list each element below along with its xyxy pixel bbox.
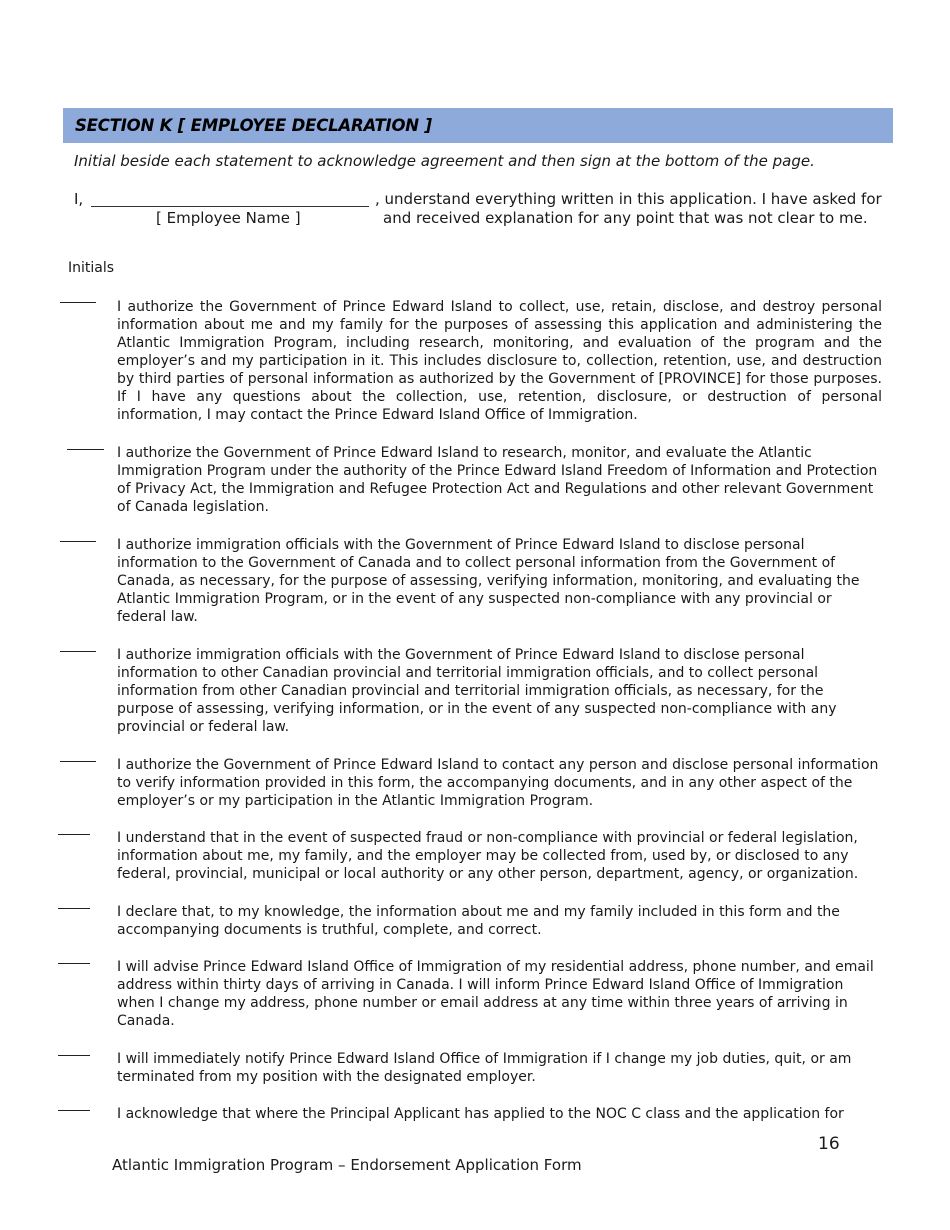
employee-name-label: [ Employee Name ] — [156, 209, 301, 227]
statement-9: I will immediately notify Prince Edward Island Office of Immigration if I change my job duties, quit, or am terminated from my position with the designated employer. — [117, 1051, 852, 1085]
initials-field-6[interactable] — [58, 834, 90, 835]
footer-text: Atlantic Immigration Program – Endorsement Application Form — [112, 1156, 582, 1174]
page-number: 16 — [818, 1134, 840, 1154]
initials-field-4[interactable] — [60, 651, 96, 652]
initials-field-10[interactable] — [58, 1110, 90, 1111]
statement-3: I authorize immigration officials with the Government of Prince Edward Island to disclose personal information to the Government of Canada and to collect personal information from the Government of Canada, as necessary, for the purpose of assessing, verifying information, monitoring, and evaluating the Atlantic Immigration Program, or in the event of any suspected non-compliance with any provincial or federal law. — [117, 537, 860, 625]
statement-4: I authorize immigration officials with the Government of Prince Edward Island to disclose personal information to other Canadian provincial and territorial immigration officials, and to collect personal information from other Canadian provincial and territorial immigration officials, as necessary, for the purpose of assessing, verifying information, or in the event of any suspected non-compliance with any provincial or federal law. — [117, 647, 837, 735]
initials-field-2[interactable] — [67, 449, 104, 450]
initials-field-9[interactable] — [58, 1055, 90, 1056]
initials-field-5[interactable] — [60, 761, 96, 762]
declaration-line-1: , understand everything written in this application. I have asked for — [375, 190, 882, 208]
initials-field-8[interactable] — [58, 963, 90, 964]
statement-1: I authorize the Government of Prince Edward Island to collect, use, retain, disclose, and destroy personal information about me and my family for the purposes of assessing this application and administering the Atlantic Immigration Program, including research, monitoring, and evaluation of the program and the employer’s and my participation in it. This includes disclosure to, collection, retention, use, and destruction by third parties of personal information as authorized by the Government of [PROVINCE] for those purposes. If I have any questions about the collection, use, retention, disclosure, or destruction of personal information, I may contact the Prince Edward Island Office of Immigration. — [117, 299, 882, 423]
statement-7: I declare that, to my knowledge, the information about me and my family included in this form and the accompanying documents is truthful, complete, and correct. — [117, 904, 840, 938]
initials-field-7[interactable] — [58, 908, 90, 909]
statement-2: I authorize the Government of Prince Edward Island to research, monitor, and evaluate the Atlantic Immigration Program under the authority of the Prince Edward Island Freedom of Information and Protection of Privacy Act, the Immigration and Refugee Protection Act and Regulations and other relevant Government of Canada legislation. — [117, 445, 878, 515]
statement-10: I acknowledge that where the Principal Applicant has applied to the NOC C class and the application for — [117, 1106, 844, 1122]
declaration-prefix: I, — [74, 190, 84, 208]
section-title: SECTION K [ EMPLOYEE DECLARATION ] — [75, 116, 432, 135]
statement-8: I will advise Prince Edward Island Office of Immigration of my residential address, phone number, and email address within thirty days of arriving in Canada. I will inform Prince Edward Island Office of Immigration when I change my address, phone number or email address at any time within three years of arriving in Canada. — [117, 959, 874, 1029]
initials-field-3[interactable] — [60, 541, 96, 542]
instruction-text: Initial beside each statement to acknowledge agreement and then sign at the bottom of the page. — [74, 152, 815, 170]
statement-6: I understand that in the event of suspected fraud or non-compliance with provincial or federal legislation, information about me, my family, and the employer may be collected from, used by, or disclosed to any federal, provincial, municipal or local authority or any other person, department, agency, or organization. — [117, 830, 859, 882]
declaration-line-2: and received explanation for any point that was not clear to me. — [383, 209, 868, 227]
initials-field-1[interactable] — [60, 302, 96, 303]
statement-5: I authorize the Government of Prince Edward Island to contact any person and disclose personal information to verify information provided in this form, the accompanying documents, and in any other aspect of the employer’s or my participation in the Atlantic Immigration Program. — [117, 757, 879, 809]
initials-label: Initials — [68, 260, 115, 276]
